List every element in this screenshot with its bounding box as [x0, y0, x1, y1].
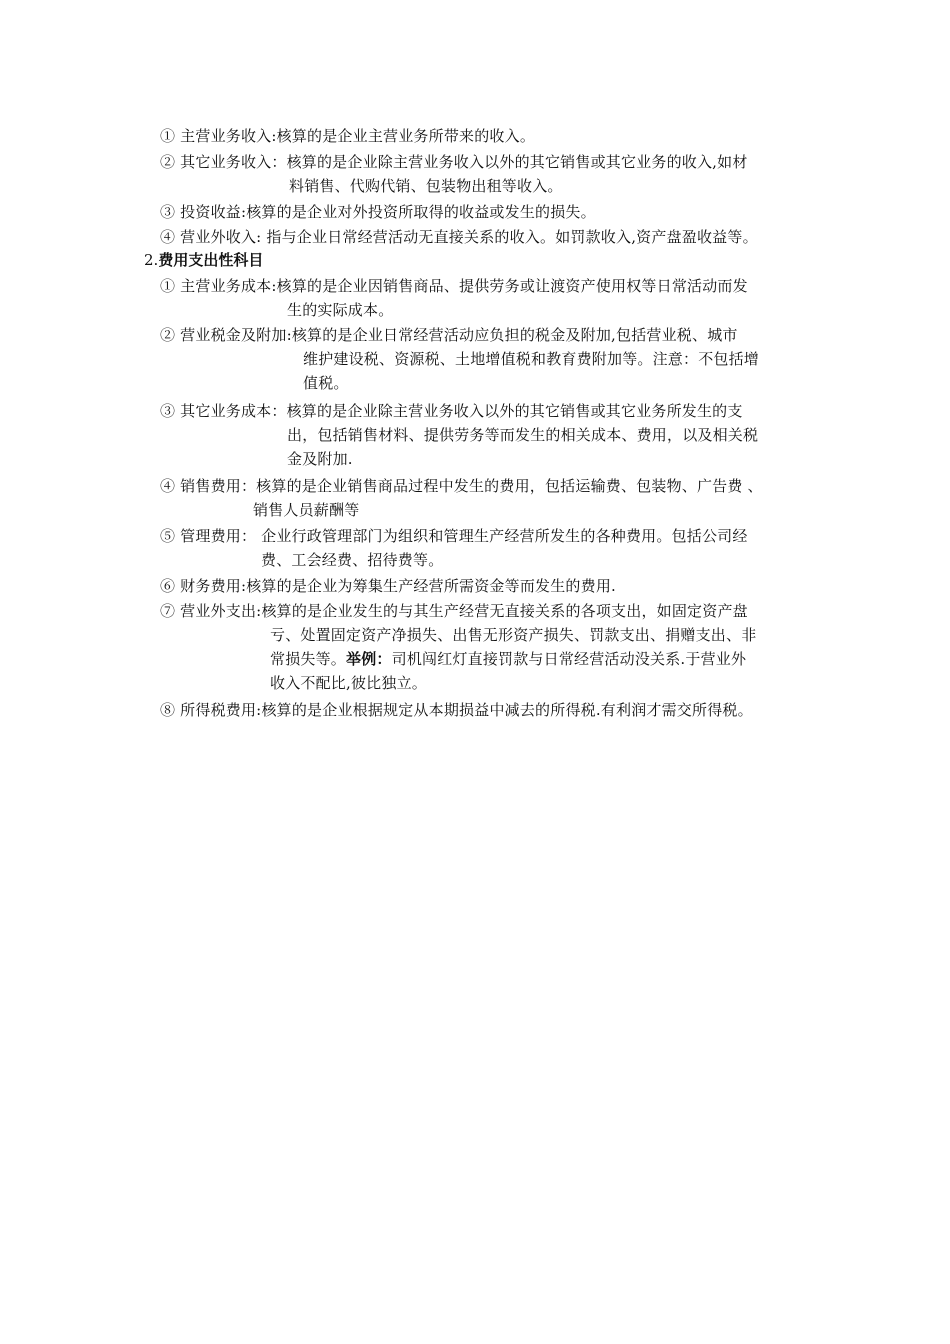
income-item-main-business-revenue — [160, 124, 535, 148]
income-item-other-business-revenue — [160, 150, 748, 198]
section-number: 2. — [144, 251, 159, 269]
item-label: ② 营业税金及附加: — [160, 326, 292, 344]
item-text-continued: 收入不配比,彼比独立。 — [270, 674, 427, 692]
expense-item-non-operating-expense — [160, 599, 756, 695]
item-text-continued: 出，包括销售材料、提供劳务等而发生的相关成本、费用，以及相关税 — [287, 426, 759, 444]
item-text: 核算的是企业根据规定从本期损益中减去的所得税.有利润才需交所得税。 — [261, 701, 753, 719]
item-text: 核算的是企业销售商品过程中发生的费用，包括运输费、包装物、广告费 、 — [256, 477, 763, 495]
item-label: ② 其它业务收入： — [160, 153, 287, 171]
item-text-continued: 维护建设税、资源税、土地增值税和教育费附加等。注意：不包括增 — [303, 350, 760, 368]
item-label: ③ 投资收益: — [160, 203, 247, 221]
section-title: 费用支出性科目 — [158, 251, 264, 269]
expense-item-business-tax-surcharge — [160, 323, 759, 395]
item-text: 核算的是企业除主营业务收入以外的其它销售或其它业务的收入,如材 — [286, 153, 748, 171]
item-label: ① 主营业务收入: — [160, 127, 277, 145]
example-label: 举例： — [346, 650, 392, 668]
item-label: ④ 销售费用： — [160, 477, 257, 495]
item-text: 企业行政管理部门为组织和管理生产经营所发生的各种费用。包括公司经 — [256, 527, 748, 545]
expense-item-other-business-cost — [160, 399, 758, 471]
example-prefix: 常损失等。 — [270, 650, 347, 668]
item-text: 核算的是企业为筹集生产经营所需资金等而发生的费用. — [246, 577, 617, 595]
item-text: 核算的是企业对外投资所取得的收益或发生的损失。 — [246, 203, 596, 221]
item-text: 指与企业日常经营活动无直接关系的收入。如罚款收入,资产盘盈收益等。 — [261, 228, 758, 246]
item-text-continued: 生的实际成本。 — [287, 301, 394, 319]
income-item-investment-income — [160, 200, 596, 224]
expense-item-income-tax-expense — [160, 698, 753, 722]
item-text-continued: 亏、处置固定资产净损失、出售无形资产损失、罚款支出、捐赠支出、非 — [270, 626, 757, 644]
item-text-continued: 金及附加. — [287, 450, 353, 468]
expense-item-main-business-cost — [160, 274, 748, 322]
item-label: ① 主营业务成本: — [160, 277, 277, 295]
item-label: ⑤ 管理费用： — [160, 527, 257, 545]
expense-item-selling-expense — [160, 474, 763, 522]
example-text: 司机闯红灯直接罚款与日常经营活动没关系.于营业外 — [391, 650, 747, 668]
item-label: ⑦ 营业外支出: — [160, 602, 262, 620]
item-text-continued: 料销售、代购代销、包装物出租等收入。 — [289, 177, 563, 195]
item-label: ④ 营业外收入: — [160, 228, 262, 246]
expense-item-financial-expense — [160, 574, 616, 598]
section-heading — [144, 248, 263, 272]
item-text: 核算的是企业发生的与其生产经营无直接关系的各项支出，如固定资产盘 — [261, 602, 748, 620]
item-text-continued: 销售人员薪酬等 — [253, 501, 360, 519]
item-text: 核算的是企业因销售商品、提供劳务或让渡资产使用权等日常活动而发 — [276, 277, 748, 295]
income-item-non-operating-income — [160, 225, 758, 249]
item-label: ⑧ 所得税费用: — [160, 701, 262, 719]
item-label: ⑥ 财务费用: — [160, 577, 247, 595]
item-text-continued: 费、工会经费、招待费等。 — [261, 551, 444, 569]
item-text: 核算的是企业除主营业务收入以外的其它销售或其它业务所发生的支 — [286, 402, 743, 420]
item-text-continued — [160, 647, 756, 671]
item-text: 核算的是企业日常经营活动应负担的税金及附加,包括营业税、城市 — [291, 326, 738, 344]
item-text: 核算的是企业主营业务所带来的收入。 — [276, 127, 536, 145]
expense-item-admin-expense — [160, 524, 748, 572]
item-text-continued: 值税。 — [303, 374, 349, 392]
item-label: ③ 其它业务成本： — [160, 402, 287, 420]
